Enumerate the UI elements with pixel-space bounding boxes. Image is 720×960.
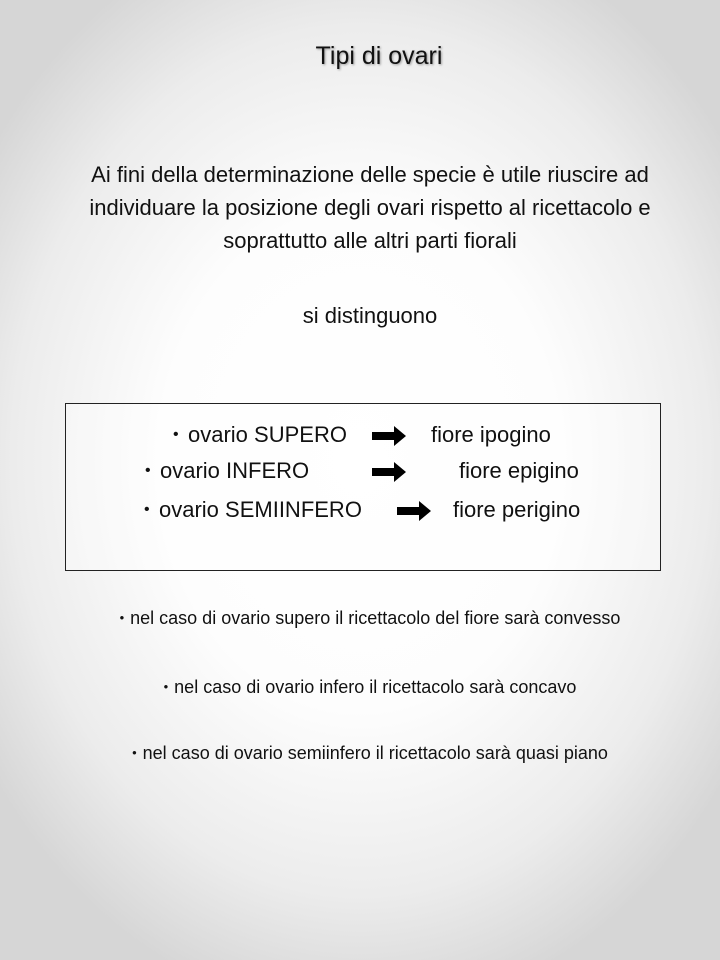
ovary-term: ovario INFERO: [160, 458, 310, 483]
ovary-row-supero: [173, 419, 593, 451]
bullet-icon: •: [145, 462, 151, 479]
ovary-row-infero: [145, 455, 605, 487]
right-arrow-icon: [372, 462, 406, 482]
subheading: si distinguono: [302, 303, 438, 328]
bullet-icon: •: [163, 679, 169, 694]
right-arrow-icon: [397, 501, 431, 521]
flower-type: fiore perigino: [453, 497, 581, 522]
slide-title: Tipi di ovari: [315, 42, 443, 70]
note-item: [0, 677, 720, 698]
note-text: nel caso di ovario supero il ricettacolo del fiore sarà convesso: [130, 608, 621, 628]
ovary-term: ovario SUPERO: [188, 422, 347, 447]
bullet-icon: •: [144, 501, 150, 518]
note-item: [0, 743, 720, 764]
note-text: nel caso di ovario infero il ricettacolo sarà concavo: [174, 677, 577, 697]
ovary-types-box: [65, 403, 661, 571]
bullet-icon: •: [119, 610, 125, 625]
flower-type: fiore ipogino: [431, 422, 551, 447]
right-arrow-icon: [372, 426, 406, 446]
bullet-icon: •: [173, 426, 179, 443]
note-text: nel caso di ovario semiinfero il ricettacolo sarà quasi piano: [142, 743, 608, 763]
ovary-term: ovario SEMIINFERO: [159, 497, 362, 522]
flower-type: fiore epigino: [459, 458, 579, 483]
ovary-row-semiinfero: [144, 494, 614, 526]
bullet-icon: •: [132, 745, 137, 760]
intro-paragraph: Ai fini della determinazione delle specie è utile riuscire ad individuare la posizione degli ovari rispetto al ricettacolo e soprattutto alle altri parti fiorali: [89, 162, 651, 253]
note-item: [0, 608, 720, 629]
